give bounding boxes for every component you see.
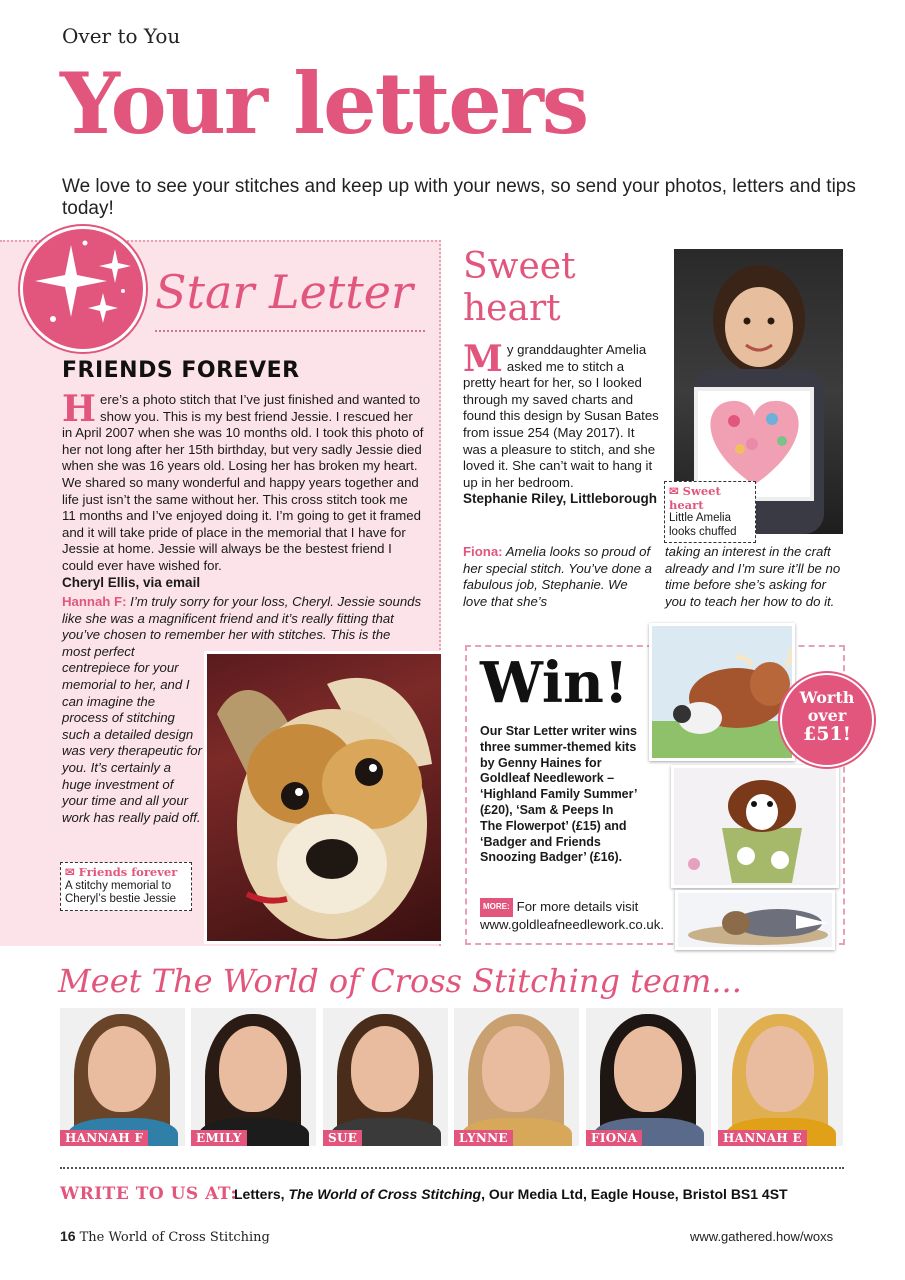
- team-member-photo: [323, 1008, 448, 1146]
- caption-text: Little Amelia looks chuffed: [669, 512, 737, 538]
- divider: [155, 330, 425, 332]
- star-letter-signoff: Cheryl Ellis, via email: [62, 574, 201, 590]
- friends-forever-caption: [60, 862, 192, 911]
- sweet-heart-reply-part2: taking an interest in the craft already and I’m sure it’ll be no time before she’s asking for you to teach her how to do it.: [665, 544, 841, 609]
- member-name: EMILY: [191, 1130, 247, 1146]
- intro-text: We love to see your stitches and keep up with your news, so send your photos, letters and tips today!: [62, 176, 856, 219]
- star-badge: [20, 226, 146, 352]
- reply-text-part1: I’m truly sorry for your loss, Cheryl. Jessie sounds like she was a magnificent friend and it’s really fitting that you’ve chosen to remember her with stitches. This is the most perfect: [62, 594, 422, 659]
- member-face: [482, 1026, 550, 1112]
- sweet-heart-title: [463, 246, 576, 330]
- more-details-text: For more details visit www.goldleafneedlework.co.uk.: [480, 898, 664, 932]
- page-footer: [60, 1228, 270, 1245]
- snoozing-badger-kit-image: [675, 890, 835, 950]
- envelope-icon: ✉: [669, 484, 683, 498]
- highland-family-kit-image: [649, 623, 795, 761]
- address-magazine: The World of Cross Stitching: [288, 1186, 482, 1202]
- caption-title-text: Friends forever: [78, 865, 178, 879]
- envelope-icon: ✉: [65, 865, 79, 879]
- member-face: [746, 1026, 814, 1112]
- member-name: HANNAH F: [60, 1130, 148, 1146]
- website-link[interactable]: www.gathered.how/woxs: [690, 1229, 834, 1244]
- page-title: Your letters: [60, 54, 588, 153]
- win-title: Win!: [480, 650, 629, 716]
- star-letter-text: ere’s a photo stitch that I’ve just finished and wanted to show you. This is my best friend Jessie. I rescued her in April 2007 when she was 10 months old. I took this photo of her not long after her 15th birthday, but very sadly Jessie died when she was 16 years old. Losing her has broken my heart. We shared so many wonderful and happy years together and life just isn’t the same without her. This cross stitch took me 11 months and I’ve enjoyed doing it. I’m going to get it framed and it will take pride of place in the memorial that I have for Jessie at home. Jessie will always be the bestest friend I could ever have wished for.: [62, 392, 424, 573]
- reply-text-part1: Amelia looks so proud of her special stitch. You’ve done a fabulous job, Stephanie. We love that she’s: [463, 544, 652, 609]
- sparkle-star-icon: [23, 229, 143, 349]
- caption-title-text: Sweet heart: [669, 484, 721, 512]
- section-label: Over to You: [62, 24, 181, 48]
- member-face: [88, 1026, 156, 1112]
- divider: [60, 1167, 844, 1169]
- dog-cross-stitch-photo: [204, 651, 444, 944]
- sweet-heart-text: y granddaughter Amelia asked me to stitch a pretty heart for her, so I looked through my saved charts and found this design by Susan Bates from issue 254 (May 2017). It was a pleasure to stitch, and she loved it. She can’t wait to hang it up in her bedroom.: [463, 342, 659, 490]
- member-name: SUE: [323, 1130, 362, 1146]
- more-badge: MORE:: [480, 898, 513, 917]
- team-member-photo: [586, 1008, 711, 1146]
- worth-badge: [780, 673, 874, 767]
- member-name: HANNAH E: [718, 1130, 807, 1146]
- sweet-heart-reply-part1: [463, 544, 653, 610]
- magazine-name: The World of Cross Stitching: [79, 1230, 270, 1245]
- address-prefix: Letters,: [234, 1186, 289, 1202]
- page-number: 16: [60, 1228, 76, 1244]
- team-member-photo: [718, 1008, 843, 1146]
- worth-line3: £51!: [802, 723, 851, 745]
- star-letter-body: [62, 388, 424, 591]
- sweet-heart-title-line2: heart: [463, 288, 561, 329]
- member-face: [219, 1026, 287, 1112]
- write-to-us-label: WRITE TO US AT:: [60, 1184, 238, 1204]
- dropcap: H: [62, 388, 97, 430]
- caption-title: [65, 866, 187, 880]
- sweet-heart-body: [463, 338, 659, 508]
- star-letter-headline: FRIENDS FOREVER: [62, 358, 300, 383]
- member-face: [351, 1026, 419, 1112]
- star-letter-title: Star Letter: [155, 265, 413, 319]
- dog-portrait-image: [207, 654, 441, 941]
- reply-author: Fiona:: [463, 544, 503, 559]
- sam-and-peeps-kit-image: [671, 765, 839, 888]
- badger-image: [678, 893, 832, 947]
- worth-line1: Worth: [799, 688, 855, 707]
- sweet-heart-title-line1: Sweet: [463, 246, 576, 287]
- team-member-photo: [454, 1008, 579, 1146]
- caption-text: A stitchy memorial to Cheryl’s bestie Jessie: [65, 879, 177, 905]
- member-name: FIONA: [586, 1130, 642, 1146]
- address-suffix: , Our Media Ltd, Eagle House, Bristol BS1 4ST: [481, 1186, 788, 1202]
- worth-line2: over: [807, 706, 847, 725]
- team-member-photo: [191, 1008, 316, 1146]
- sweet-heart-caption: [664, 481, 756, 543]
- win-body: Our Star Letter writer wins three summer-themed kits by Genny Haines for Goldleaf Needlework – ‘Highland Family Summer’ (£20), ‘Sam & Peeps In The Flowerpot’ (£15) and ‘Badger and Friends Snoozing Badger’ (£16).: [480, 724, 637, 865]
- member-name: LYNNE: [454, 1130, 513, 1146]
- team-member-photo: [60, 1008, 185, 1146]
- reply-author: Hannah F:: [62, 594, 127, 609]
- puppy-flowerpot-image: [674, 768, 836, 885]
- highland-cow-image: [652, 626, 792, 758]
- caption-title: [669, 485, 751, 512]
- dropcap: M: [463, 338, 503, 380]
- member-face: [614, 1026, 682, 1112]
- more-details: [480, 898, 680, 933]
- sweet-heart-signoff: Stephanie Riley, Littleborough: [463, 491, 658, 507]
- reply-text-part2: centrepiece for your memorial to her, and I can imagine the process of stitching such a detailed design was very therapeutic for you. It’s certainly a huge investment of your time and all your work has really paid off.: [62, 660, 202, 825]
- team-title: Meet The World of Cross Stitching team...: [58, 962, 742, 1000]
- write-to-us-address: [234, 1186, 788, 1202]
